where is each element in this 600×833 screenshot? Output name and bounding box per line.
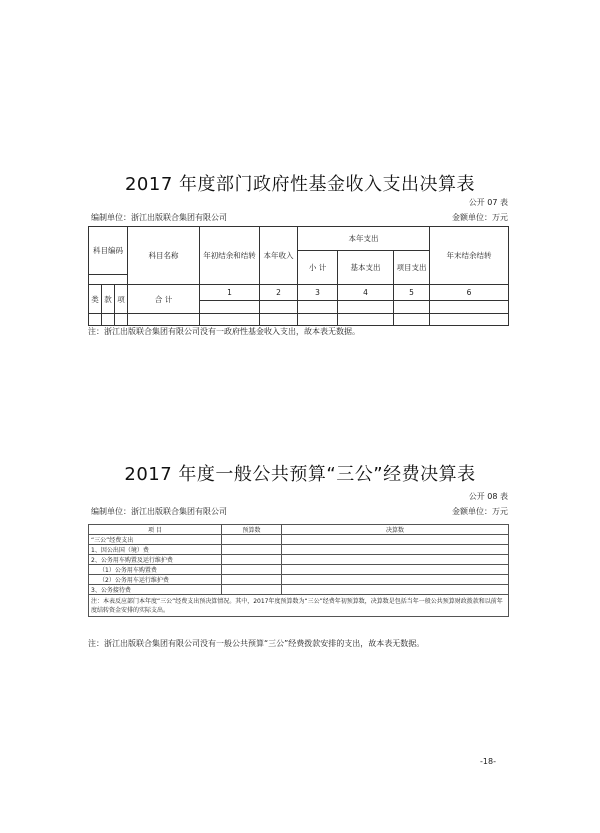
- empty-cell: [298, 314, 338, 326]
- empty-cell: [282, 575, 509, 585]
- col-number-1: 1: [200, 285, 260, 301]
- empty-cell: [260, 314, 298, 326]
- empty-cell: [394, 314, 430, 326]
- empty-cell: [222, 535, 282, 545]
- total-cell: [298, 301, 338, 314]
- table-row-label: （1）公务用车购置费: [89, 565, 222, 575]
- col-number-6: 6: [430, 285, 509, 301]
- empty-cell: [282, 535, 509, 545]
- total-cell: [338, 301, 394, 314]
- empty-cell: [222, 575, 282, 585]
- empty-cell: [102, 314, 115, 326]
- header-begin-balance: 年初结余和结转: [200, 227, 260, 285]
- empty-cell: [282, 565, 509, 575]
- empty-cell: [222, 565, 282, 575]
- total-label: 合 计: [128, 285, 200, 314]
- col-number-4: 4: [338, 285, 394, 301]
- empty-cell: [200, 314, 260, 326]
- empty-cell: [222, 545, 282, 555]
- total-cell: [200, 301, 260, 314]
- section1-unit: 金额单位：万元: [452, 213, 508, 222]
- header-code-blank: [89, 275, 128, 285]
- table-row-label: “三公”经费支出: [89, 535, 222, 545]
- header-basic: 基本支出: [338, 251, 394, 285]
- table-row-label: 1、因公出国（境）费: [89, 545, 222, 555]
- section2-org: 编制单位：浙江出版联合集团有限公司: [91, 507, 227, 516]
- header-xiang: 项: [115, 285, 128, 314]
- empty-cell: [282, 545, 509, 555]
- col-number-2: 2: [260, 285, 298, 301]
- total-cell: [430, 301, 509, 314]
- empty-cell: [89, 314, 102, 326]
- empty-cell: [128, 314, 200, 326]
- header-end-balance: 年末结余结转: [430, 227, 509, 285]
- table-row-label: 3、公务接待费: [89, 585, 222, 595]
- header-final: 决算数: [282, 525, 509, 535]
- empty-cell: [338, 314, 394, 326]
- empty-cell: [222, 585, 282, 595]
- header-project: 项目支出: [394, 251, 430, 285]
- page-number: -18-: [480, 757, 496, 766]
- empty-cell: [282, 585, 509, 595]
- header-income: 本年收入: [260, 227, 298, 285]
- three-public-expense-table: [88, 524, 509, 617]
- table-row-label: （2）公务用车运行维护费: [89, 575, 222, 585]
- header-expense: 本年支出: [298, 227, 430, 251]
- empty-cell: [282, 555, 509, 565]
- section1-form-code: 公开 07 表: [468, 198, 508, 207]
- table-footnote: 注：本表反应部门本年度“三公”经费支出预决算情况。其中，2017年度预算数为“三公”经费年初预算数，决算数是包括当年一般公共预算财政拨款和以前年度结转资金安排的实际支出。: [89, 595, 509, 617]
- empty-cell: [115, 314, 128, 326]
- table-row-label: 2、公务用车购置及运行维护费: [89, 555, 222, 565]
- empty-cell: [222, 555, 282, 565]
- section2-unit: 金额单位：万元: [452, 507, 508, 516]
- section2-form-code: 公开 08 表: [468, 492, 508, 501]
- fund-budget-table: [88, 226, 509, 326]
- section1-title: 2017 年度部门政府性基金收入支出决算表: [124, 174, 476, 195]
- col-number-3: 3: [298, 285, 338, 301]
- section1-note: 注：浙江出版联合集团有限公司没有一政府性基金收入支出，故本表无数据。: [88, 327, 360, 336]
- total-cell: [394, 301, 430, 314]
- header-budget: 预算数: [222, 525, 282, 535]
- header-subtotal: 小 计: [298, 251, 338, 285]
- col-number-5: 5: [394, 285, 430, 301]
- total-cell: [260, 301, 298, 314]
- header-item: 项 目: [89, 525, 222, 535]
- header-subject-name: 科目名称: [128, 227, 200, 285]
- section1-org: 编制单位：浙江出版联合集团有限公司: [91, 213, 227, 222]
- section2-note: 注：浙江出版联合集团有限公司没有一般公共预算“三公”经费拨款安排的支出，故本表无数据。: [88, 639, 425, 648]
- header-lei: 类: [89, 285, 102, 314]
- header-subject-code: 科目编码: [89, 227, 128, 275]
- section2-title: 2017 年度一般公共预算“三公”经费决算表: [124, 464, 476, 485]
- empty-cell: [430, 314, 509, 326]
- header-kuan: 款: [102, 285, 115, 314]
